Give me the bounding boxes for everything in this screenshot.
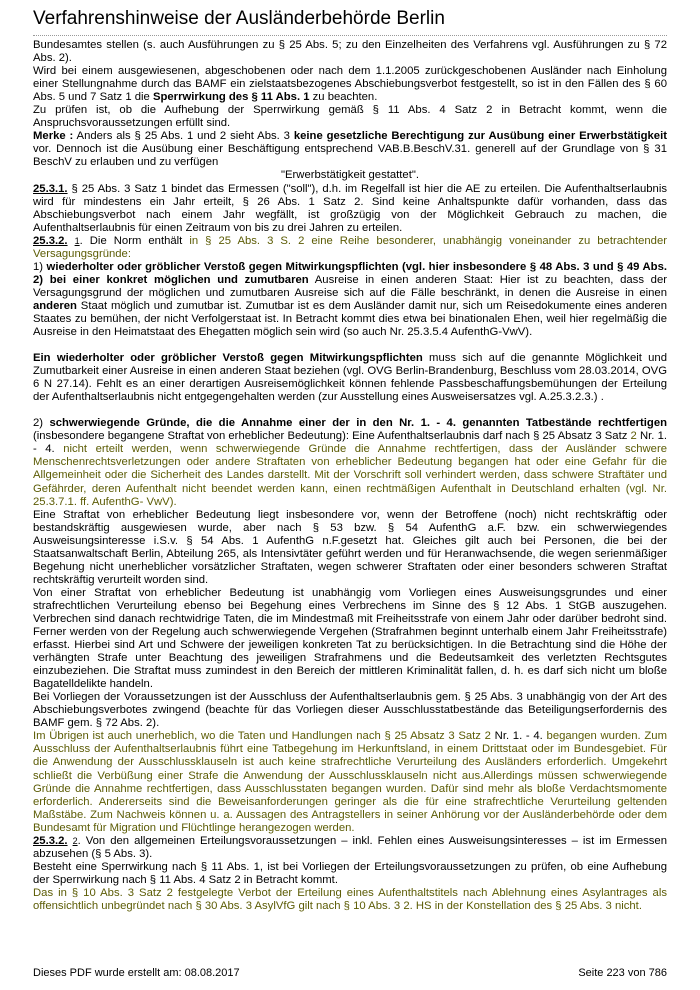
section-25-3-2-1: 25.3.2. 1. Die Norm enthält in § 25 Abs. 3 S. 2 eine Reihe besonderer, unabhängig voneinander zu betrachtender Versagungsgründe: — [33, 234, 667, 260]
page-title: Verfahrenshinweise der Ausländerbehörde Berlin — [33, 8, 445, 29]
paragraph: Ein wiederholter oder gröblicher Verstoß gegen Mitwirkungspflichten muss sich auf die genannte Möglichkeit und Zumutbarkeit einer Ausreise in einen anderen Staat beziehen (vgl. OVG Berlin-Brandenburg, Beschluss vom 28.03.2014, OVG 6 N 27.14). Fehlt es an einer derartigen Ausreisemöglichkeit können fehlende Passbeschaffungsbemühungen der Erteilung der Aufenthaltserlaubnis nicht entgegengehalten werden (zur Ausstellung eines Ausweisersatzes vgl. A.25.3.2.3.) . — [33, 352, 667, 404]
paragraph: Eine Straftat von erheblicher Bedeutung liegt insbesondere vor, wenn der Betroffene (noch) nicht rechtskräftig oder bestandskräftig ausgewiesen wurde, aber nach § 53 bzw. § 54 AufenthG a.F. bzw. ein schwerwiegendes Ausweisungsinteresse i.S.v. § 54 Abs. 1 AufenthG n.F.gesetzt hat. Gleiches gilt auch bei Personen, die bei der Staatsanwaltschaft Berlin, Abteilung 265, als Intensivtäter geführt werden und für Heranwachsende, die wegen serienmäßiger Begehung nicht unerheblicher vorsätzlicher Straftaten, wegen schwerer Straftaten oder einer besonders schweren Straftat rechtskräftig verurteilt worden sind. — [33, 508, 667, 586]
title-divider — [33, 35, 667, 36]
list-item-1: 1) wiederholter oder gröblicher Verstoß gegen Mitwirkungspflichten (vgl. hier insbesondere § 48 Abs. 3 und § 49 Abs. 2) bei einer konkret möglichen und zumutbaren Ausreise in einen anderen Staat: Hier ist zu beachten, dass der Versagungsgrund der möglichen und zumutbaren Ausreise sich auf die Fälle beschränkt, in denen die Ausreise in einen anderen Staat möglich und zumutbar ist. Zumutbar ist es dem Ausländer damit nur, sich um Reisedokumente eines anderen Staates zu bemühen, der nicht Verfolgerstaat ist. In Betracht kommt dies etwa bei binationalen Ehen, weil hier regelmäßig die Ausreise in den Heimatstaat des Ehegatten möglich sein wird (so auch Nr. 25.3.5.4 AufenthG-VwV). — [33, 260, 668, 339]
page-number: Seite 223 von 786 — [578, 967, 667, 979]
paragraph: Im Übrigen ist auch unerheblich, wo die Taten und Handlungen nach § 25 Absatz 3 Satz 2 Nr. 1. - 4. begangen wurden. Zum Ausschluss der Aufenthaltserlaubnis führt eine Tatbegehung im Herkunftsland, in einem Drittstaat oder im Bundesgebiet. Für die Anwendung der Ausschlussklauseln ist auch keine strafrechtliche Verurteilung des Ausländers erforderlich. Umgekehrt schließt die Verbüßung einer Strafe die Anwendung der Ausschlussklauseln nicht aus.Allerdings müssen schwerwiegende Gründe die Annahme rechtfertigen, dass Ausschlusstaten begangen wurden. Dafür sind mehr als bloße Verdachtsmomente erforderlich. Andererseits sind die Beweisanforderungen geringer als die für eine strafrechtliche Verurteilung geltenden Maßstäbe. Zum Nachweis können u. a. Aussagen des Antragstellers in seiner Anhörung vor der Ausländerbehörde oder dem Bundesamt für Migration und Flüchtlinge herangezogen werden. — [33, 730, 667, 834]
document-body — [33, 39, 667, 913]
paragraph: Von einer Straftat von erheblicher Bedeutung ist unabhängig vom Vorliegen eines Ausweisungsgrundes und einer strafrechtlichen Verurteilung ebenso bei Begehung eines Verbrechens im Sinne des § 12 Abs. 1 StGB auszugehen. Verbrechen sind danach rechtwidrige Taten, die im Mindestmaß mit Freiheitsstrafe von einem Jahr oder darüber bedroht sind. Ferner werden von der Regelung auch schwerwiegende Vergehen (Strafrahmen beginnt unterhalb einem Jahr Freiheitsstrafe) erfasst. Hierbei sind Art und Schwere der jeweiligen konkreten Tat zu berücksichtigen. In die Betrachtung sind die Höhe der verhängten Strafe unter Beachtung des jeweiligen Strafrahmens und die Bedeutsamkeit des verletzten Rechtsgutes einzubeziehen. Die Straftat muss zumindest in den Bereich der mittleren Kriminalität fallen, d. h. es darf sich nicht um bloße Bagatelldelikte handeln. — [33, 586, 667, 691]
list-item-2: 2) schwerwiegende Gründe, die die Annahme einer der in den Nr. 1. - 4. genannten Tatbestände rechtfertigen (insbesondere begangene Straftat von erheblicher Bedeutung): Eine Aufenthaltserlaubnis darf nach § 25 Absatz 3 Satz 2 Nr. 1. - 4. nicht erteilt werden, wenn schwerwiegende Gründe die Annahme rechtfertigen, dass der Ausländer schwere Menschenrechtsverletzungen oder andere Straftaten von erheblicher Bedeutung begangen hat oder eine Gefahr für die Allgemeinheit oder die Sicherheit des Landes darstellt. Mit der Vorschrift soll verhindert werden, dass schwere Straftäter und Gefährder, deren Aufenthalt nicht beendet werden kann, einen rechtmäßigen Aufenthalt in Deutschland erhalten (vgl. Nr. 25.3.7.1. ff. AufenthG- VwV). — [33, 417, 668, 508]
paragraph: Wird bei einem ausgewiesenen, abgeschobenen oder nach dem 1.1.2005 zurückgeschobenen Ausländer nach Einholung einer Stellungnahme durch das BAMF ein zielstaatsbezogenes Abschiebungsverbot festgestellt, so ist in den Fällen des § 60 Abs. 5 und 7 Satz 1 die Sperrwirkung des § 11 Abs. 1 zu beachten. — [33, 65, 667, 104]
paragraph: Bundesamtes stellen (s. auch Ausführungen zu § 25 Abs. 5; zu den Einzelheiten des Verfahrens vgl. Ausführungen zu § 72 Abs. 2). — [33, 39, 667, 65]
paragraph: Zu prüfen ist, ob die Aufhebung der Sperrwirkung gemäß § 11 Abs. 4 Satz 2 in Betracht kommt, wenn die Anspruchsvoraussetzungen erfüllt sind. — [33, 104, 667, 130]
paragraph: Das in § 10 Abs. 3 Satz 2 festgelegte Verbot der Erteilung eines Aufenthaltstitels nach Ablehnung eines Asylantrages als offensichtlich unbegründet nach § 30 Abs. 3 AsylVfG gilt nach § 10 Abs. 3 2. HS in der Konstellation des § 25 Abs. 3 nicht. — [33, 886, 667, 912]
page-footer — [33, 967, 667, 979]
section-25-3-1: 25.3.1. § 25 Abs. 3 Satz 1 bindet das Ermessen ("soll"), d.h. im Regelfall ist hier die AE zu erteilen. Die Aufenthaltserlaubnis wird für mindestens ein Jahr erteilt, § 26 Abs. 1 Satz 2. Sind keine Anhaltspunkte dafür vorhanden, dass das Abschiebungsverbot nach einem Jahr wegfällt, ist großzügig von der Möglichkeit Gebrauch zu machen, die Aufenthaltserlaubnis für einen Zeitraum von bis zu drei Jahren zu erteilen. — [33, 182, 667, 234]
spacer — [33, 339, 667, 352]
paragraph: Bei Vorliegen der Voraussetzungen ist der Ausschluss der Aufenthaltserlaubnis gem. § 25 Abs. 3 unabhängig von der Art des Abschiebungsverbotes zwingend (beachte für das Vorliegen dieser Ausschlusstatbestände das Beteiligungserfordernis des BAMF gem. § 72 Abs. 2). — [33, 691, 667, 730]
spacer — [33, 404, 667, 417]
creation-date: Dieses PDF wurde erstellt am: 08.08.2017 — [33, 967, 240, 979]
section-25-3-2-2: 25.3.2. 2. Von den allgemeinen Erteilungsvoraussetzungen – inkl. Fehlen eines Ausweisungsinteresses – ist im Ermessen abzusehen (§ 5 Abs. 3). — [33, 834, 667, 860]
paragraph: Besteht eine Sperrwirkung nach § 11 Abs. 1, ist bei Vorliegen der Erteilungsvoraussetzungen zu prüfen, ob eine Aufhebung der Sperrwirkung nach § 11 Abs. 4 Satz 2 in Betracht kommt. — [33, 860, 667, 886]
centered-note: "Erwerbstätigkeit gestattet". — [281, 169, 419, 182]
merke-paragraph: Merke : Anders als § 25 Abs. 1 und 2 sieht Abs. 3 keine gesetzliche Berechtigung zur Ausübung einer Erwerbstätigkeit vor. Dennoch ist die Ausübung einer Beschäftigung entsprechend VAB.B.BeschV.31. generell auf der Grundlage von § 31 BeschV zu erlauben und zu verfügen — [33, 130, 667, 169]
